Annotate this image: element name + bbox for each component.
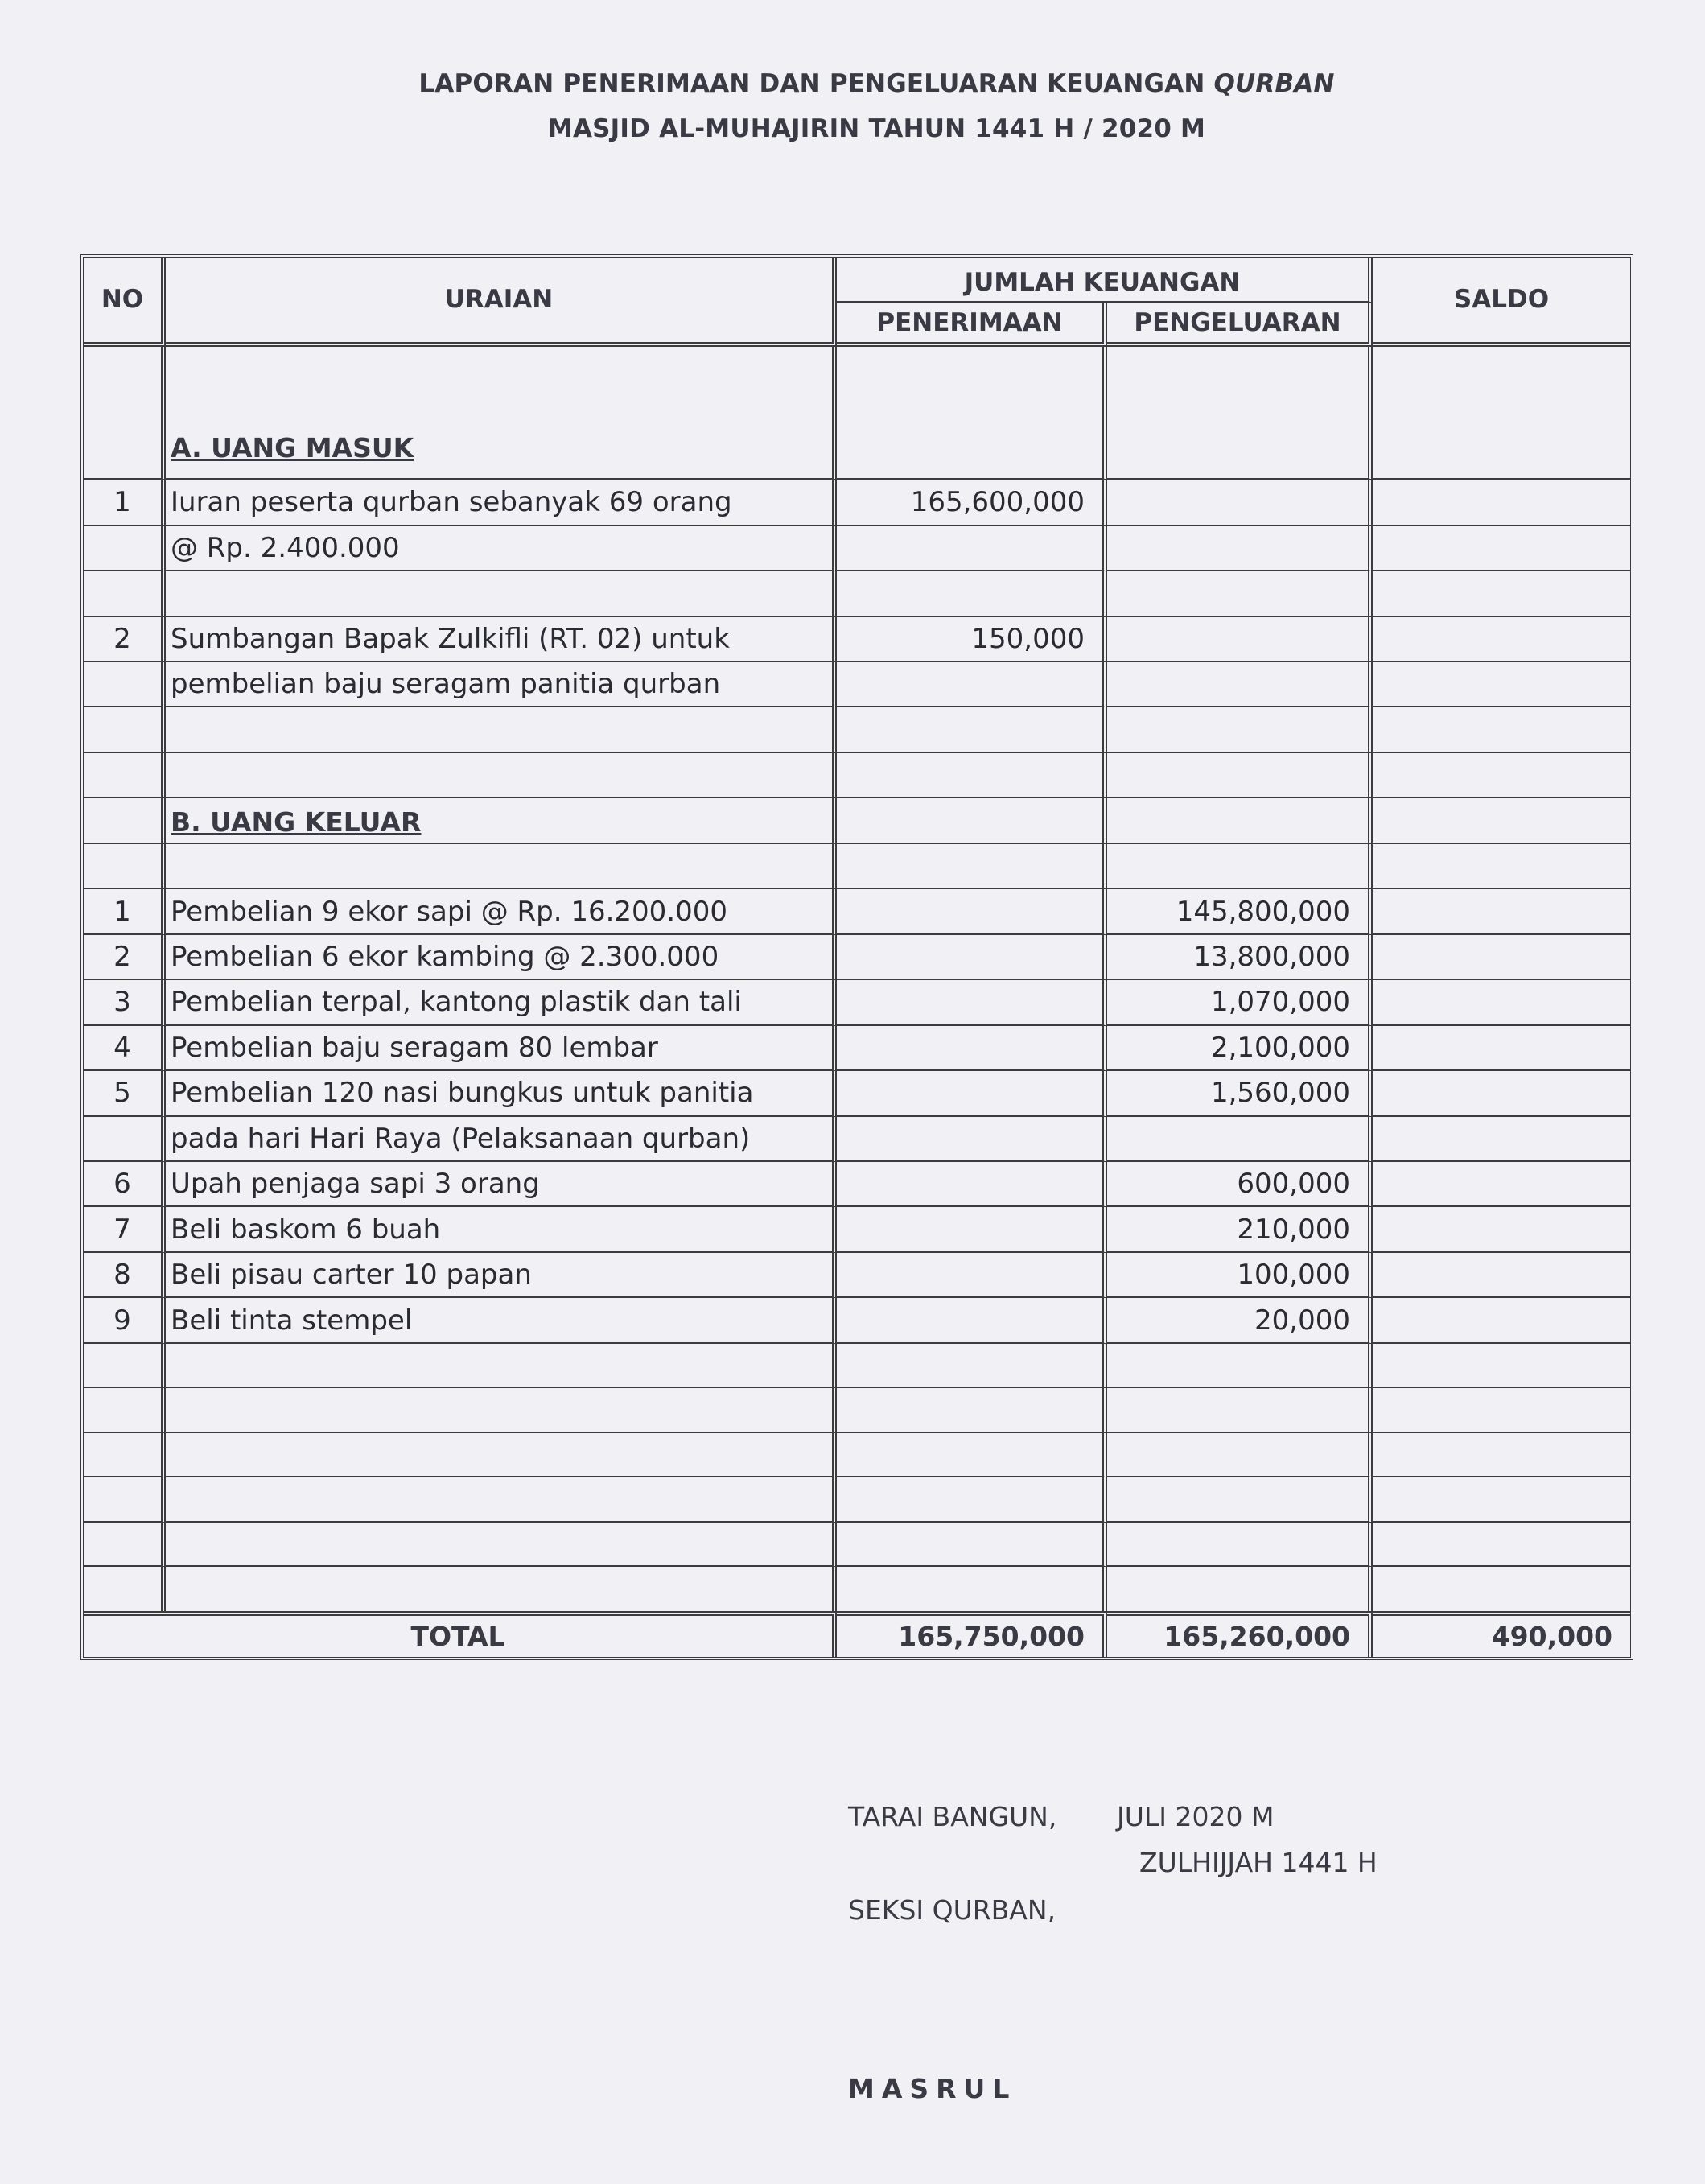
table-cell xyxy=(837,798,1107,843)
table-row xyxy=(84,1071,1630,1116)
row-no xyxy=(84,1117,166,1162)
table-row xyxy=(84,1298,1630,1343)
table-row-empty xyxy=(84,571,1630,616)
table-row xyxy=(84,617,1630,662)
row-desc: Upah penjaga sapi 3 orang xyxy=(166,1162,837,1207)
table-row-empty xyxy=(84,1433,1630,1477)
row-desc: Iuran peserta qurban sebanyak 69 orang xyxy=(166,480,837,525)
row-no xyxy=(84,526,166,571)
row-penerimaan xyxy=(837,1071,1107,1116)
table-cell xyxy=(1107,347,1373,480)
row-desc: Pembelian 120 nasi bungkus untuk panitia xyxy=(166,1071,837,1116)
row-penerimaan: 165,600,000 xyxy=(837,480,1107,525)
row-saldo xyxy=(1373,1026,1630,1071)
row-desc: Beli pisau carter 10 papan xyxy=(166,1253,837,1298)
row-desc: Pembelian terpal, kantong plastik dan tali xyxy=(166,980,837,1025)
row-saldo xyxy=(1373,1253,1630,1298)
table-cell xyxy=(1107,798,1373,843)
row-no: 2 xyxy=(84,935,166,980)
finance-table xyxy=(80,254,1633,1660)
row-penerimaan xyxy=(837,1026,1107,1071)
row-desc: Pembelian 9 ekor sapi @ Rp. 16.200.000 xyxy=(166,889,837,934)
report-title-main: LAPORAN PENERIMAAN DAN PENGELUARAN KEUANGAN xyxy=(418,69,1214,98)
row-pengeluaran: 1,560,000 xyxy=(1107,1071,1373,1116)
table-row-empty xyxy=(84,1567,1630,1611)
table-row xyxy=(84,980,1630,1025)
row-pengeluaran: 1,070,000 xyxy=(1107,980,1373,1025)
table-row xyxy=(84,1207,1630,1252)
col-header-penerimaan: PENERIMAAN xyxy=(837,303,1107,346)
row-desc: Beli baskom 6 buah xyxy=(166,1207,837,1252)
row-desc: pembelian baju seragam panitia qurban xyxy=(166,662,837,707)
row-no: 1 xyxy=(84,889,166,934)
row-saldo xyxy=(1373,480,1630,525)
table-row-empty xyxy=(84,1523,1630,1567)
table-row xyxy=(84,1253,1630,1298)
table-row xyxy=(84,1162,1630,1207)
row-saldo xyxy=(1373,889,1630,934)
table-row xyxy=(84,935,1630,980)
row-saldo xyxy=(1373,526,1630,571)
row-no: 1 xyxy=(84,480,166,525)
report-title xyxy=(24,69,1705,98)
row-penerimaan xyxy=(837,662,1107,707)
row-penerimaan xyxy=(837,980,1107,1025)
col-header-jumlah: JUMLAH KEUANGAN xyxy=(837,258,1373,303)
row-pengeluaran xyxy=(1107,480,1373,525)
total-penerimaan: 165,750,000 xyxy=(837,1611,1107,1657)
row-penerimaan xyxy=(837,1162,1107,1207)
row-no: 9 xyxy=(84,1298,166,1343)
row-pengeluaran xyxy=(1107,662,1373,707)
row-no: 4 xyxy=(84,1026,166,1071)
row-no: 7 xyxy=(84,1207,166,1252)
row-saldo xyxy=(1373,617,1630,662)
row-pengeluaran xyxy=(1107,1117,1373,1162)
row-penerimaan xyxy=(837,1253,1107,1298)
row-penerimaan xyxy=(837,935,1107,980)
row-saldo xyxy=(1373,1162,1630,1207)
row-pengeluaran: 100,000 xyxy=(1107,1253,1373,1298)
total-row xyxy=(84,1611,1630,1657)
table-cell xyxy=(837,347,1107,480)
row-pengeluaran: 13,800,000 xyxy=(1107,935,1373,980)
row-penerimaan xyxy=(837,1298,1107,1343)
row-pengeluaran: 20,000 xyxy=(1107,1298,1373,1343)
row-no: 8 xyxy=(84,1253,166,1298)
table-cell xyxy=(1373,798,1630,843)
row-desc: Beli tinta stempel xyxy=(166,1298,837,1343)
table-row xyxy=(84,662,1630,707)
row-no: 6 xyxy=(84,1162,166,1207)
row-desc: Pembelian 6 ekor kambing @ 2.300.000 xyxy=(166,935,837,980)
table-cell xyxy=(1373,347,1630,480)
report-title-qurban: QURBAN xyxy=(1213,69,1335,98)
table-row-empty xyxy=(84,707,1630,752)
row-no: 3 xyxy=(84,980,166,1025)
row-desc: Pembelian baju seragam 80 lembar xyxy=(166,1026,837,1071)
report-subtitle: MASJID AL-MUHAJIRIN TAHUN 1441 H / 2020 M xyxy=(547,114,1206,143)
row-pengeluaran: 145,800,000 xyxy=(1107,889,1373,934)
table-row-empty xyxy=(84,1344,1630,1388)
signature-month: JULI 2020 M xyxy=(1117,1801,1275,1832)
total-label: TOTAL xyxy=(84,1611,837,1657)
section-uang-keluar: B. UANG KELUAR xyxy=(166,798,837,843)
row-pengeluaran: 2,100,000 xyxy=(1107,1026,1373,1071)
table-row-empty xyxy=(84,1388,1630,1432)
signature-hijri-date: ZULHIJJAH 1441 H xyxy=(1139,1847,1378,1878)
table-cell xyxy=(84,798,166,843)
section-uang-masuk: A. UANG MASUK xyxy=(166,347,837,480)
table-row-empty xyxy=(84,844,1630,889)
row-pengeluaran xyxy=(1107,617,1373,662)
row-pengeluaran: 210,000 xyxy=(1107,1207,1373,1252)
table-row xyxy=(84,889,1630,934)
row-no xyxy=(84,662,166,707)
table-cell xyxy=(84,347,166,480)
row-saldo xyxy=(1373,1117,1630,1162)
table-row-empty xyxy=(84,753,1630,798)
signature-place: TARAI BANGUN, xyxy=(848,1801,1057,1832)
signature-section: SEKSI QURBAN, xyxy=(848,1894,1056,1926)
row-desc: Sumbangan Bapak Zulkifli (RT. 02) untuk xyxy=(166,617,837,662)
total-saldo: 490,000 xyxy=(1373,1611,1630,1657)
row-saldo xyxy=(1373,662,1630,707)
col-header-uraian: URAIAN xyxy=(166,258,837,347)
col-header-pengeluaran: PENGELUARAN xyxy=(1107,303,1373,346)
table-row xyxy=(84,480,1630,525)
row-penerimaan xyxy=(837,526,1107,571)
row-saldo xyxy=(1373,1071,1630,1116)
row-penerimaan xyxy=(837,889,1107,934)
row-penerimaan xyxy=(837,1207,1107,1252)
table-row xyxy=(84,1117,1630,1162)
row-saldo xyxy=(1373,935,1630,980)
row-penerimaan xyxy=(837,1117,1107,1162)
table-row xyxy=(84,1026,1630,1071)
row-pengeluaran xyxy=(1107,526,1373,571)
row-penerimaan: 150,000 xyxy=(837,617,1107,662)
row-saldo xyxy=(1373,1298,1630,1343)
table-row-empty xyxy=(84,1477,1630,1522)
row-saldo xyxy=(1373,1207,1630,1252)
row-no: 5 xyxy=(84,1071,166,1116)
row-pengeluaran: 600,000 xyxy=(1107,1162,1373,1207)
row-desc: pada hari Hari Raya (Pelaksanaan qurban) xyxy=(166,1117,837,1162)
table-row xyxy=(84,526,1630,571)
total-pengeluaran: 165,260,000 xyxy=(1107,1611,1373,1657)
col-header-no: NO xyxy=(84,258,166,347)
col-header-saldo: SALDO xyxy=(1373,258,1630,347)
signature-name: MASRUL xyxy=(848,2073,1017,2104)
row-saldo xyxy=(1373,980,1630,1025)
row-no: 2 xyxy=(84,617,166,662)
row-desc: @ Rp. 2.400.000 xyxy=(166,526,837,571)
